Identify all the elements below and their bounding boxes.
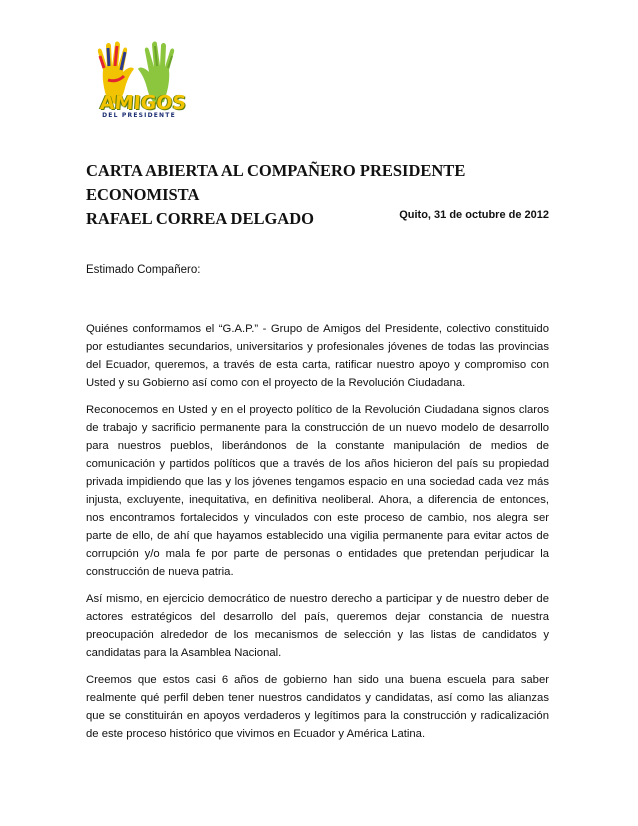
letter-greeting: Estimado Compañero: <box>86 264 201 276</box>
letter-body <box>86 320 549 752</box>
letter-title-line-1: CARTA ABIERTA AL COMPAÑERO PRESIDENTE ECONOMISTA <box>86 161 466 204</box>
letter-date: Quito, 31 de octubre de 2012 <box>399 209 549 221</box>
letter-paragraph-1: Quiénes conformamos el “G.A.P.” - Grupo de Amigos del Presidente, colectivo constituido por estudiantes secundarios, universitarios y profesionales jóvenes de todas las provincias del Ecuador, queremos, a través de esta carta, ratificar nuestro apoyo y compromiso con Usted y su Gobierno así como con el proyecto de la Revolución Ciudadana. <box>86 323 549 389</box>
letter-paragraph-2: Reconocemos en Usted y en el proyecto político de la Revolución Ciudadana signos claros de trabajo y sacrificio permanente para la construcción de un nuevo modelo de desarrollo para nuestros pueblos, liberándonos de la constante manipulación de medios de comunicación y partidos políticos que a través de los años hicieron del país su propiedad privada impidiendo que las y los jóvenes tengamos espacio en una sociedad cada vez más injusta, excluyente, inequitativa, en definitiva neoliberal. Ahora, a diferencia de entonces, nos encontramos fortalecidos y vinculados con este proceso de cambio, nos alegra ser parte de ello, de ahí que hayamos establecido una vigilia permanente para evitar actos de corrupción y/o mala fe por parte de personas o entidades que pretendan perjudicar la construcción de nueva patria. <box>86 404 549 578</box>
logo-subword: DEL PRESIDENTE <box>102 112 176 119</box>
letter-paragraph-3: Así mismo, en ejercicio democrático de nuestro derecho a participar y de nuestro deber de actores estratégicos del desarrollo del país, queremos dejar constancia de nuestra preocupación alrededor de los mecanismos de selección y las listas de candidatos y candidatas para la Asamblea Nacional. <box>86 593 549 659</box>
letter-paragraph-4: Creemos que estos casi 6 años de gobierno han sido una buena escuela para saber realmente qué perfil deben tener nuestros candidatos y candidatas, así como las alianzas que se constituirán en apoyos verdaderos y legítimos para la construcción y radicalización de este proceso histórico que vivimos en Ecuador y América Latina. <box>86 674 549 740</box>
logo-word: AMIGOS <box>99 92 187 114</box>
logo-wordmark <box>99 92 187 120</box>
letter-title-line-2: RAFAEL CORREA DELGADO <box>86 209 314 228</box>
